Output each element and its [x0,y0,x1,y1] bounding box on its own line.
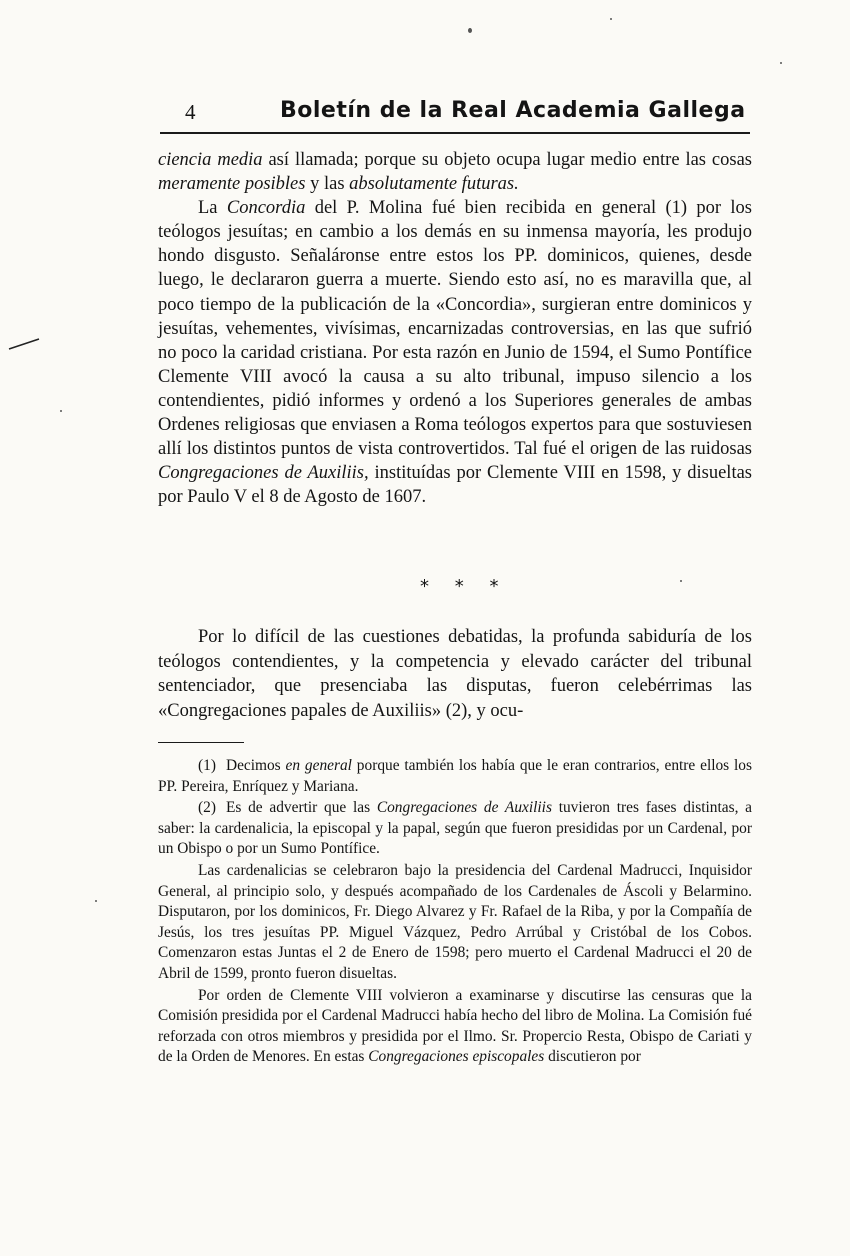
footnotes [158,756,752,1068]
margin-pen-mark [8,338,40,350]
speck [680,580,682,582]
paragraph-1: ciencia media así llamada; porque su objeto ocupa lugar medio entre las cosas meramente posibles y las absolutamente futuras. [158,150,752,195]
footnote-1: (1) Decimos en general porque también los había que le eran contrarios, entre ellos los PP. Pereira, Enríquez y Mariana. [158,757,752,795]
speck [780,62,782,64]
footnote-2-paragraph-3: Por orden de Clemente VIII volvieron a examinarse y discutirse las censuras que la Comisión presidida por el Cardenal Madrucci había hecho del libro de Molina. La Comisión fué reforzada con otros miembros y presidida por el Ilmo. Sr. Propercio Resta, Obispo de Cariati y de la Orden de Menores. En estas Congregaciones episcopales discutieron por [158,986,752,1066]
speck [60,410,62,412]
footnote-2: (2) Es de advertir que las Congregaciones de Auxiliis tuvieron tres fases distintas, a saber: la cardenalicia, la episcopal y la papal, según que fueron presididas por un Cardenal, por un Obispo o por un Sumo Pontífice. [158,799,753,858]
paragraph-3: Por lo difícil de las cuestiones debatidas, la profunda sabiduría de los teólogos contendientes, y la competencia y elevado carácter del tribunal sentenciador, que presenciaba las disputas, fueron celebérrimas las «Congregaciones papales de Auxiliis» (2), y ocu- [158,627,752,721]
footnote-rule [158,742,244,743]
body-text-bottom [158,625,752,723]
running-title: Boletín de la Real Academia Gallega [280,98,746,123]
page-header [160,98,750,134]
body-text-top [158,148,752,509]
paragraph-2: La Concordia del P. Molina fué bien recibida en general (1) por los teólogos jesuítas; en cambio a los demás en su inmensa mayoría, les produjo hondo disgusto. Señaláronse entre estos los PP. dominicos, quienes, desde luego, le declararon guerra a muerte. Siendo esto así, no es maravilla que, al poco tiempo de la publicación de la «Concordia», surgieran entre dominicos y jesuítas, vehementes, vivísimas, encarnizadas controversias, en las que sufrió no poco la caridad cristiana. Por esta razón en Junio de 1594, el Sumo Pontífice Clemente VIII avocó la causa a su alto tribunal, impuso silencio a los contendientes, pidió informes y ordenó a los Superiores generales de ambas Ordenes religiosas que enviasen a Roma teólogos expertos para que sostuviesen allí los distintos puntos de vista controvertidos. Tal fué el origen de las ruidosas Congregaciones de Auxiliis, instituídas por Clemente VIII en 1598, y disueltas por Paulo V el 8 de Agosto de 1607. [158,198,752,508]
page-number: 4 [185,100,196,124]
speck [610,18,612,20]
section-asterism: * * * [420,576,509,597]
speck [95,900,97,902]
footnote-2-paragraph-2: Las cardenalicias se celebraron bajo la presidencia del Cardenal Madrucci, Inquisidor General, al principio solo, y después acompañado de los Cardenales de Áscoli y Belarmino. Disputaron, por los dominicos, Fr. Diego Alvarez y Fr. Rafael de la Riba, y por la Compañía de Jesús, los tres jesuítas PP. Miguel Vázquez, Pedro Arrúbal y Cristóbal de los Cobos. Comenzaron estas Juntas el 2 de Enero de 1598; pero muerto el Cardenal Madrucci el 20 de Abril de 1599, pronto fueron disueltas. [158,861,752,982]
speck [468,28,472,33]
